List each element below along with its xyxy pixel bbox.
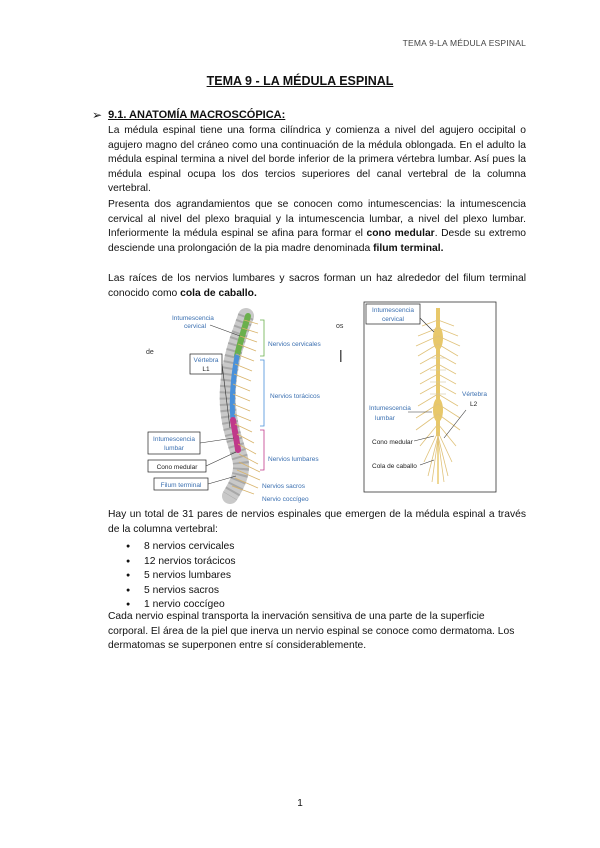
label-r-intumescencia-cervical-2: cervical (381, 316, 405, 323)
label-vertebra-l1-1: Vértebra (193, 357, 219, 364)
label-intumescencia-cervical-1: Intumescencia (172, 315, 214, 322)
cervical-bracket (260, 320, 264, 356)
label-r-vertebra-2: L2 (470, 401, 478, 408)
list-item: ● 5 nervios lumbares (126, 569, 236, 584)
list-item: ● 5 nervios sacros (126, 584, 236, 599)
section-heading-label: 9.1. ANATOMÍA MACROSCÓPICA: (108, 109, 286, 121)
list-item: ● 12 nervios torácicos (126, 555, 236, 570)
spinal-cord-illustration (118, 298, 498, 504)
stray-mark (340, 350, 342, 362)
stray-text-os: os (336, 323, 344, 330)
label-cono-medular: Cono medular (156, 464, 198, 471)
thoracic-bracket (260, 360, 264, 426)
label-r-cono-medular: Cono medular (372, 439, 413, 446)
section-heading (92, 108, 285, 122)
paragraph-cauda-equina (108, 272, 526, 301)
callout-line-cono (206, 452, 236, 466)
label-intumescencia-cervical-2: cervical (184, 323, 207, 330)
label-r-intumescencia-lumbar-1: Intumescencia (369, 405, 411, 412)
lumbar-bracket (260, 430, 264, 470)
label-intumescencia-lumbar-1: Intumescencia (153, 436, 195, 443)
p2-text-c: . Desde su extremo desciende una prolongación de la pia madre denominada (108, 228, 527, 254)
paragraph-31-pairs: Hay un total de 31 pares de nervios espinales que emergen de la médula espinal a través de la columna vertebral: (108, 509, 526, 535)
paragraph-intumescences (108, 198, 526, 256)
label-vertebra-l1-2: L1 (202, 366, 210, 373)
label-r-cola-caballo: Cola de caballo (372, 463, 417, 470)
p2-text-a: Presenta dos agrandamientos que se conocen como intumescencias: la intumescencia cervical al nivel del plexo braquial y la intumescencia lumbar, a nivel del plexo lumbar. Inferiormente la médula espinal se afina para formar el (108, 199, 526, 239)
running-header: TEMA 9-LA MÉDULA ESPINAL (402, 38, 526, 48)
stray-text-de: de (146, 349, 154, 356)
page-number: 1 (297, 798, 303, 809)
label-nervios-lumbares: Nervios lumbares (268, 456, 319, 463)
paragraph-dermatomes: Cada nervio espinal transporta la inervación sensitiva de una parte de la superficie corporal. El área de la piel que inerva un nervio espinal se conoce como dermatoma. Los dermatomas se superponen entre sí considerablemente. (108, 611, 515, 651)
list-item: ● 8 nervios cervicales (126, 540, 236, 555)
left-spine-panel (146, 315, 344, 503)
p2-term-filum-terminal: filum terminal. (373, 242, 444, 254)
paragraph-origin: La médula espinal tiene una forma cilíndrica y comienza a nivel del agujero occipital o agujero magno del cráneo como una continuación de la médula oblongada. En el adulto la médula espinal termina a nivel del borde inferior de la primera vértebra lumbar. Así pues la médula espinal ocupa los dos tercios superiores del canal vertebral de la columna vertebral. (108, 125, 526, 194)
label-nervios-cervicales: Nervios cervicales (268, 341, 321, 348)
page-title: TEMA 9 - LA MÉDULA ESPINAL (206, 74, 394, 88)
right-spine-panel (364, 302, 496, 492)
posterior-intumescencia-lumbar (433, 398, 443, 422)
p2-term-cono-medular: cono medular (366, 228, 435, 239)
label-r-vertebra-1: Vértebra (462, 391, 487, 398)
label-filum-terminal: Filum terminal (160, 482, 202, 489)
label-nervio-coccigeo: Nervio coccígeo (262, 496, 309, 503)
label-r-intumescencia-lumbar-2: lumbar (375, 415, 395, 422)
label-intumescencia-lumbar-2: lumbar (164, 445, 184, 452)
list-item: ● 1 nervio coccígeo (126, 598, 236, 613)
arrow-bullet-icon: ➢ (92, 108, 103, 122)
p3-term-cola-caballo: cola de caballo. (180, 287, 257, 299)
nerve-list (126, 540, 236, 613)
label-r-intumescencia-cervical-1: Intumescencia (372, 307, 414, 314)
spinal-cord-figure (118, 298, 498, 504)
label-nervios-sacros: Nervios sacros (262, 483, 305, 490)
p3-text-a: Las raíces de los nervios lumbares y sacros forman un haz alrededor del filum terminal conocido como (108, 273, 526, 299)
label-nervios-toracicos: Nervios torácicos (270, 393, 320, 400)
